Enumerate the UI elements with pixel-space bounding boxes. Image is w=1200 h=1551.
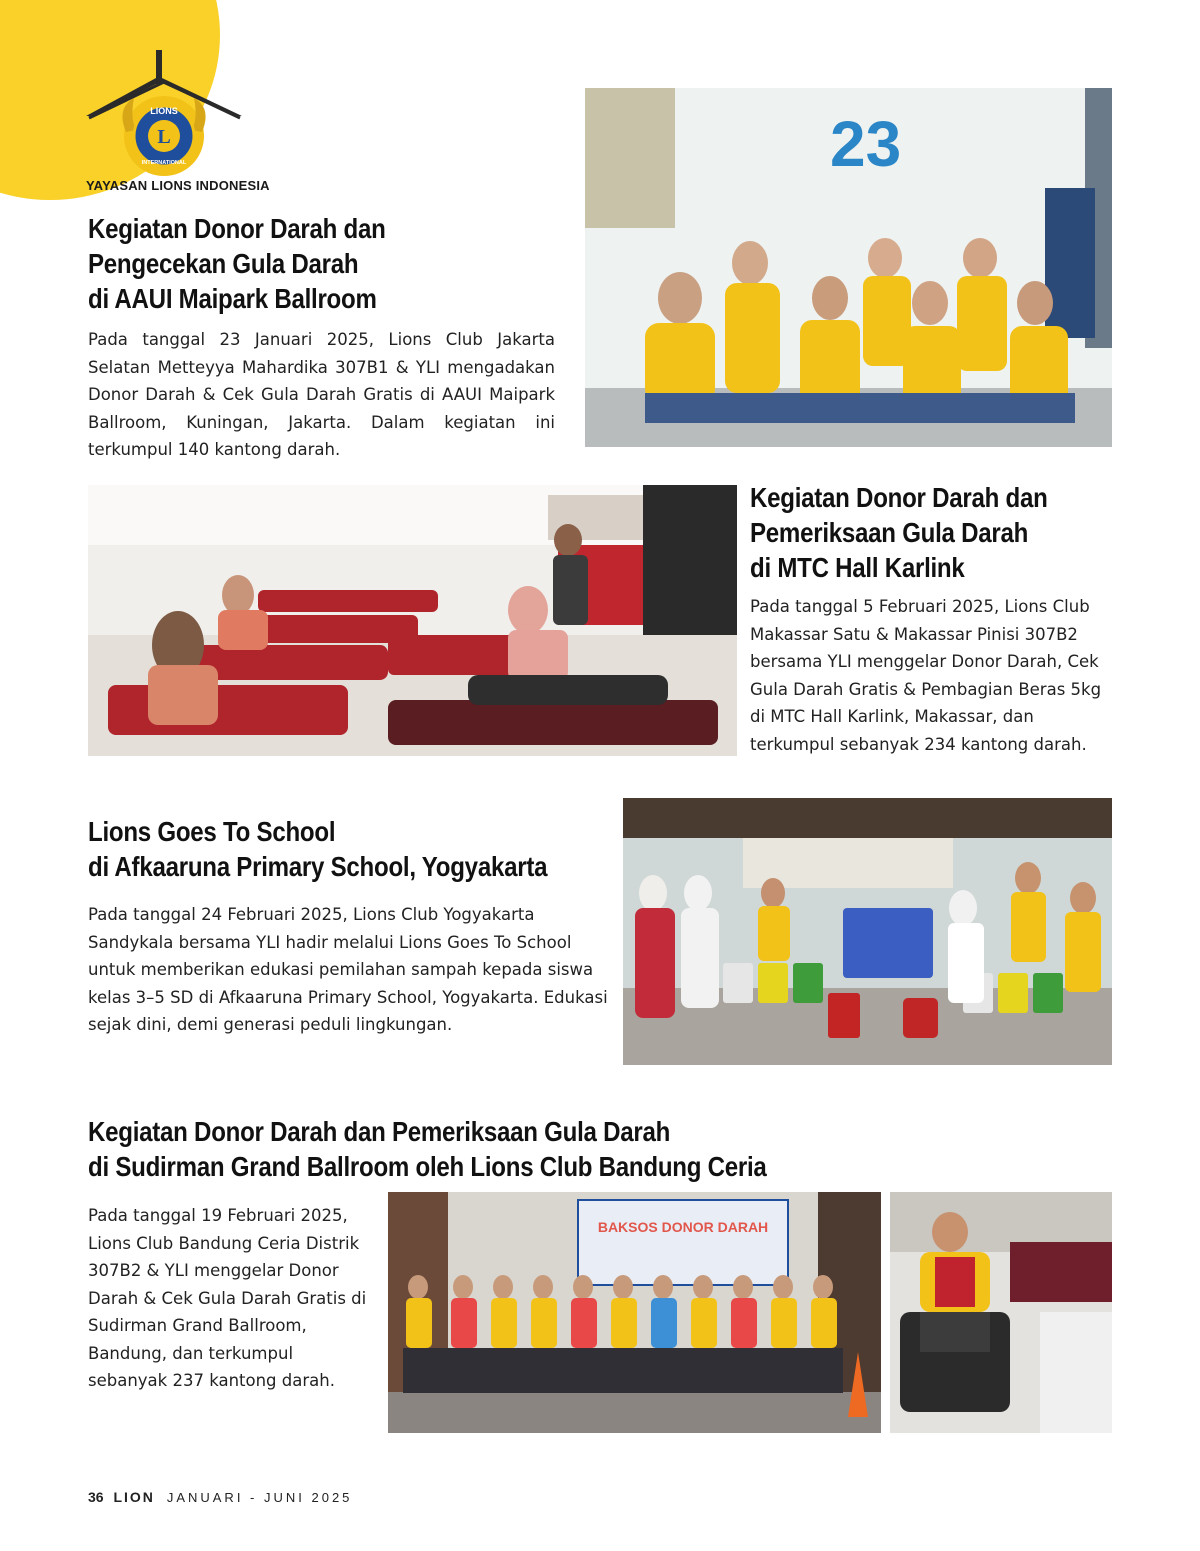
page-number: 36 [88, 1489, 104, 1505]
title-line: di MTC Hall Karlink [750, 552, 965, 583]
photo-mtc-donor-beds [88, 485, 737, 756]
title-line: di Afkaaruna Primary School, Yogyakarta [88, 851, 548, 882]
section-3-body: Pada tanggal 24 Februari 2025, Lions Club Yogyakarta Sandykala bersama YLI hadir melalui Lions Goes To School untuk memberikan edukasi pemilahan sampah kepada siswa kelas 3–5 SD di Afkaaruna Primary School, Yogyakarta. Edukasi sejak dini, demi generasi peduli lingkungan. [88, 905, 608, 1034]
issue-label: JANUARI - JUNI 2025 [166, 1490, 353, 1505]
backdrop-number: 23 [830, 108, 902, 180]
logo-letter: L [157, 126, 171, 148]
lions-logo [86, 48, 246, 198]
title-line: Kegiatan Donor Darah dan [750, 482, 1048, 513]
section-2-body: Pada tanggal 5 Februari 2025, Lions Club Makassar Satu & Makassar Pinisi 307B2 bersama YLI menggelar Donor Darah, Cek Gula Darah Gratis & Pembagian Beras 5kg di MTC Hall Karlink, Makassar, dan terkumpul sebanyak 234 kantong darah. [750, 597, 1102, 754]
title-line: di Sudirman Grand Ballroom oleh Lions Club Bandung Ceria [88, 1151, 767, 1182]
magazine-name: LION [113, 1489, 155, 1505]
title-line: Pemeriksaan Gula Darah [750, 517, 1029, 548]
photo-aaui-group [585, 88, 1112, 447]
title-line: Kegiatan Donor Darah dan Pemeriksaan Gula Darah [88, 1116, 671, 1147]
logo-bottom-text: INTERNATIONAL [141, 160, 187, 166]
page-footer [88, 1489, 352, 1505]
title-line: Lions Goes To School [88, 816, 336, 847]
title-line: Kegiatan Donor Darah dan [88, 213, 386, 244]
title-line: Pengecekan Gula Darah [88, 248, 359, 279]
section-3-title [88, 814, 547, 884]
section-2-title [750, 480, 1048, 585]
org-name: YAYASAN LIONS INDONESIA [86, 178, 270, 193]
title-line: di AAUI Maipark Ballroom [88, 283, 377, 314]
photo-bandung-donor [890, 1192, 1112, 1433]
photo-school-waste-education [623, 798, 1112, 1065]
photo-bandung-group [388, 1192, 881, 1433]
section-1-title [88, 211, 386, 316]
logo-top-text: LIONS [150, 106, 178, 116]
section-1-body: Pada tanggal 23 Januari 2025, Lions Club Jakarta Selatan Metteyya Mahardika 307B1 & YLI mengadakan Donor Darah & Cek Gula Darah Gratis di AAUI Maipark Ballroom, Kuningan, Jakarta. Dalam kegiatan ini terkumpul 140 kantong darah. [88, 330, 555, 459]
section-4-title [88, 1114, 767, 1184]
banner-text: BAKSOS DONOR DARAH [597, 1219, 769, 1235]
section-4-body: Pada tanggal 19 Februari 2025, Lions Club Bandung Ceria Distrik 307B2 & YLI menggelar Donor Darah & Cek Gula Darah Gratis di Sudirman Grand Ballroom, Bandung, dan terkumpul sebanyak 237 kantong darah. [88, 1206, 367, 1390]
